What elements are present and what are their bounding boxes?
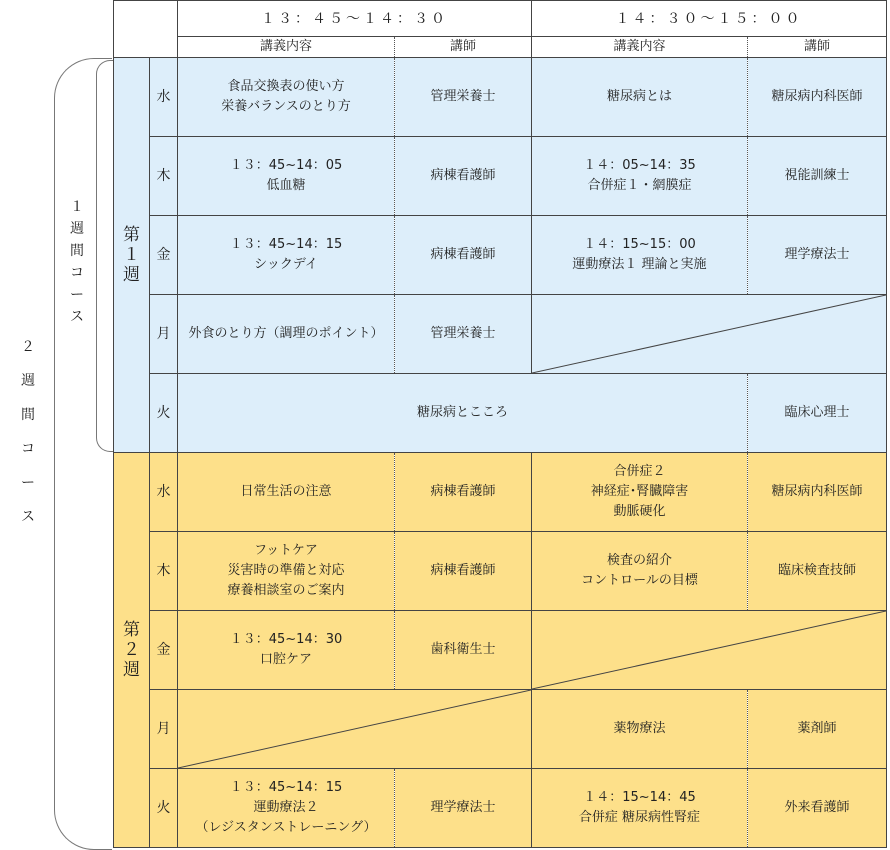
empty-slot-diagonal — [532, 611, 887, 690]
text-line: １３：45~14：30 — [229, 632, 343, 647]
text-line: 動脈硬化 — [613, 504, 666, 519]
text-line: 運動療法２ — [253, 800, 319, 815]
vertical-char: ス — [70, 309, 84, 325]
lecturer-cell: 視能訓練士 — [748, 137, 887, 216]
text-line: 糖尿病とは — [606, 89, 672, 104]
lecturer-cell: 病棟看護師 — [395, 137, 532, 216]
text-line: （レジスタンストレーニング） — [195, 820, 377, 835]
day-wed-1: 水 — [150, 58, 178, 137]
text-line: １４：15~14：45 — [583, 790, 696, 805]
text-line: 検査の紹介 — [606, 553, 672, 568]
lecturer-cell: 糖尿病内科医師 — [748, 453, 887, 532]
topic-cell — [178, 532, 395, 611]
topic-header-1: 講義内容 — [178, 37, 395, 58]
vertical-char: コ — [70, 265, 84, 281]
text-line: 運動療法１ 理論と実施 — [572, 257, 707, 272]
topic-cell-wide: 糖尿病とこころ — [178, 374, 748, 453]
topic-cell — [178, 453, 395, 532]
lecturer-cell: 管理栄養士 — [395, 295, 532, 374]
lecturer-cell: 歯科衛生士 — [395, 611, 532, 690]
text-line: 療養相談室のご案内 — [227, 583, 345, 598]
lecturer-cell: 薬剤師 — [748, 690, 887, 769]
lecturer-cell: 糖尿病内科医師 — [748, 58, 887, 137]
lecturer-cell: 理学療法士 — [748, 216, 887, 295]
vertical-char: 週 — [123, 265, 140, 285]
vertical-char: 週 — [21, 373, 35, 389]
day-wed-2: 水 — [150, 453, 178, 532]
day-mon-2: 月 — [150, 690, 178, 769]
lecturer-header-2: 講師 — [748, 37, 887, 58]
vertical-char: 週 — [70, 221, 84, 237]
one-week-course-label — [67, 200, 87, 324]
topic-cell — [178, 137, 395, 216]
text-line: コントロールの目標 — [581, 573, 698, 588]
text-line: 栄養バランスのとり方 — [221, 99, 351, 114]
time-slot-2-header: １４：３０～１５：００ — [532, 1, 887, 37]
vertical-char: 第 — [123, 620, 140, 640]
topic-cell — [532, 769, 748, 848]
topic-cell — [532, 690, 748, 769]
day-fri-2: 金 — [150, 611, 178, 690]
text-line: １４：05~14：35 — [583, 158, 696, 173]
text-line: １３：45~14：15 — [229, 237, 343, 252]
topic-cell — [532, 453, 748, 532]
lecturer-cell: 病棟看護師 — [395, 216, 532, 295]
text-line: 日常生活の注意 — [240, 484, 332, 499]
lecturer-cell: 病棟看護師 — [395, 532, 532, 611]
vertical-char: ー — [21, 475, 35, 491]
diagonal-line — [532, 295, 886, 373]
text-line: 口腔ケア — [259, 652, 312, 667]
topic-cell — [532, 58, 748, 137]
course-side-panel — [0, 0, 112, 849]
two-week-course-label — [18, 340, 38, 524]
lecturer-cell: 理学療法士 — [395, 769, 532, 848]
text-line: 低血糖 — [266, 178, 306, 193]
topic-cell — [178, 58, 395, 137]
text-line: 神経症･腎臓障害 — [590, 484, 689, 499]
empty-slot-diagonal — [178, 690, 532, 769]
lecturer-cell: 病棟看護師 — [395, 453, 532, 532]
vertical-char: ス — [21, 509, 35, 525]
lecturer-cell: 外来看護師 — [748, 769, 887, 848]
topic-cell — [178, 611, 395, 690]
day-thu-1: 木 — [150, 137, 178, 216]
vertical-char: コ — [21, 441, 35, 457]
text-line: 食品交換表の使い方 — [227, 79, 345, 94]
topic-cell — [532, 532, 748, 611]
vertical-char: ２ — [21, 339, 35, 355]
topic-cell — [532, 137, 748, 216]
text-line: 災害時の準備と対応 — [227, 563, 345, 578]
text-line: 外食のとり方（調理のポイント） — [188, 326, 384, 341]
vertical-char: ー — [70, 287, 84, 303]
day-thu-2: 木 — [150, 532, 178, 611]
day-tue-1: 火 — [150, 374, 178, 453]
week-2-label — [114, 453, 150, 848]
topic-cell — [178, 295, 395, 374]
topic-cell — [532, 216, 748, 295]
vertical-char: 間 — [21, 407, 35, 423]
lecturer-cell: 臨床検査技師 — [748, 532, 887, 611]
one-week-bracket — [96, 60, 113, 452]
text-line: 合併症１・網膜症 — [587, 178, 692, 193]
text-line: フットケア — [254, 543, 318, 558]
text-line: １４：15~15：00 — [583, 237, 696, 252]
text-line: シックデイ — [254, 257, 318, 272]
day-mon-1: 月 — [150, 295, 178, 374]
topic-cell — [178, 769, 395, 848]
vertical-char: 週 — [123, 660, 140, 680]
lecturer-header-1: 講師 — [395, 37, 532, 58]
vertical-char: １ — [70, 199, 84, 215]
corner-cell — [114, 1, 178, 58]
topic-header-2: 講義内容 — [532, 37, 748, 58]
topic-cell — [178, 216, 395, 295]
text-line: １３：45~14：05 — [229, 158, 343, 173]
diagonal-line — [532, 611, 886, 689]
schedule-table — [113, 0, 887, 848]
lecturer-cell: 管理栄養士 — [395, 58, 532, 137]
lecturer-cell: 臨床心理士 — [748, 374, 887, 453]
text-line: 合併症 糖尿病性腎症 — [578, 810, 701, 825]
vertical-char: 第 — [123, 225, 140, 245]
week-1-label — [114, 58, 150, 453]
text-line: 薬物療法 — [613, 721, 666, 736]
day-tue-2: 火 — [150, 769, 178, 848]
day-fri-1: 金 — [150, 216, 178, 295]
empty-slot-diagonal — [532, 295, 887, 374]
vertical-char: 間 — [70, 243, 84, 259]
text-line: 合併症２ — [613, 464, 666, 479]
diagonal-line — [178, 690, 531, 768]
text-line: １３：45~14：15 — [229, 780, 343, 795]
vertical-char: ２ — [123, 640, 140, 660]
vertical-char: １ — [123, 245, 140, 265]
time-slot-1-header: １３：４５～１４：３０ — [178, 1, 532, 37]
